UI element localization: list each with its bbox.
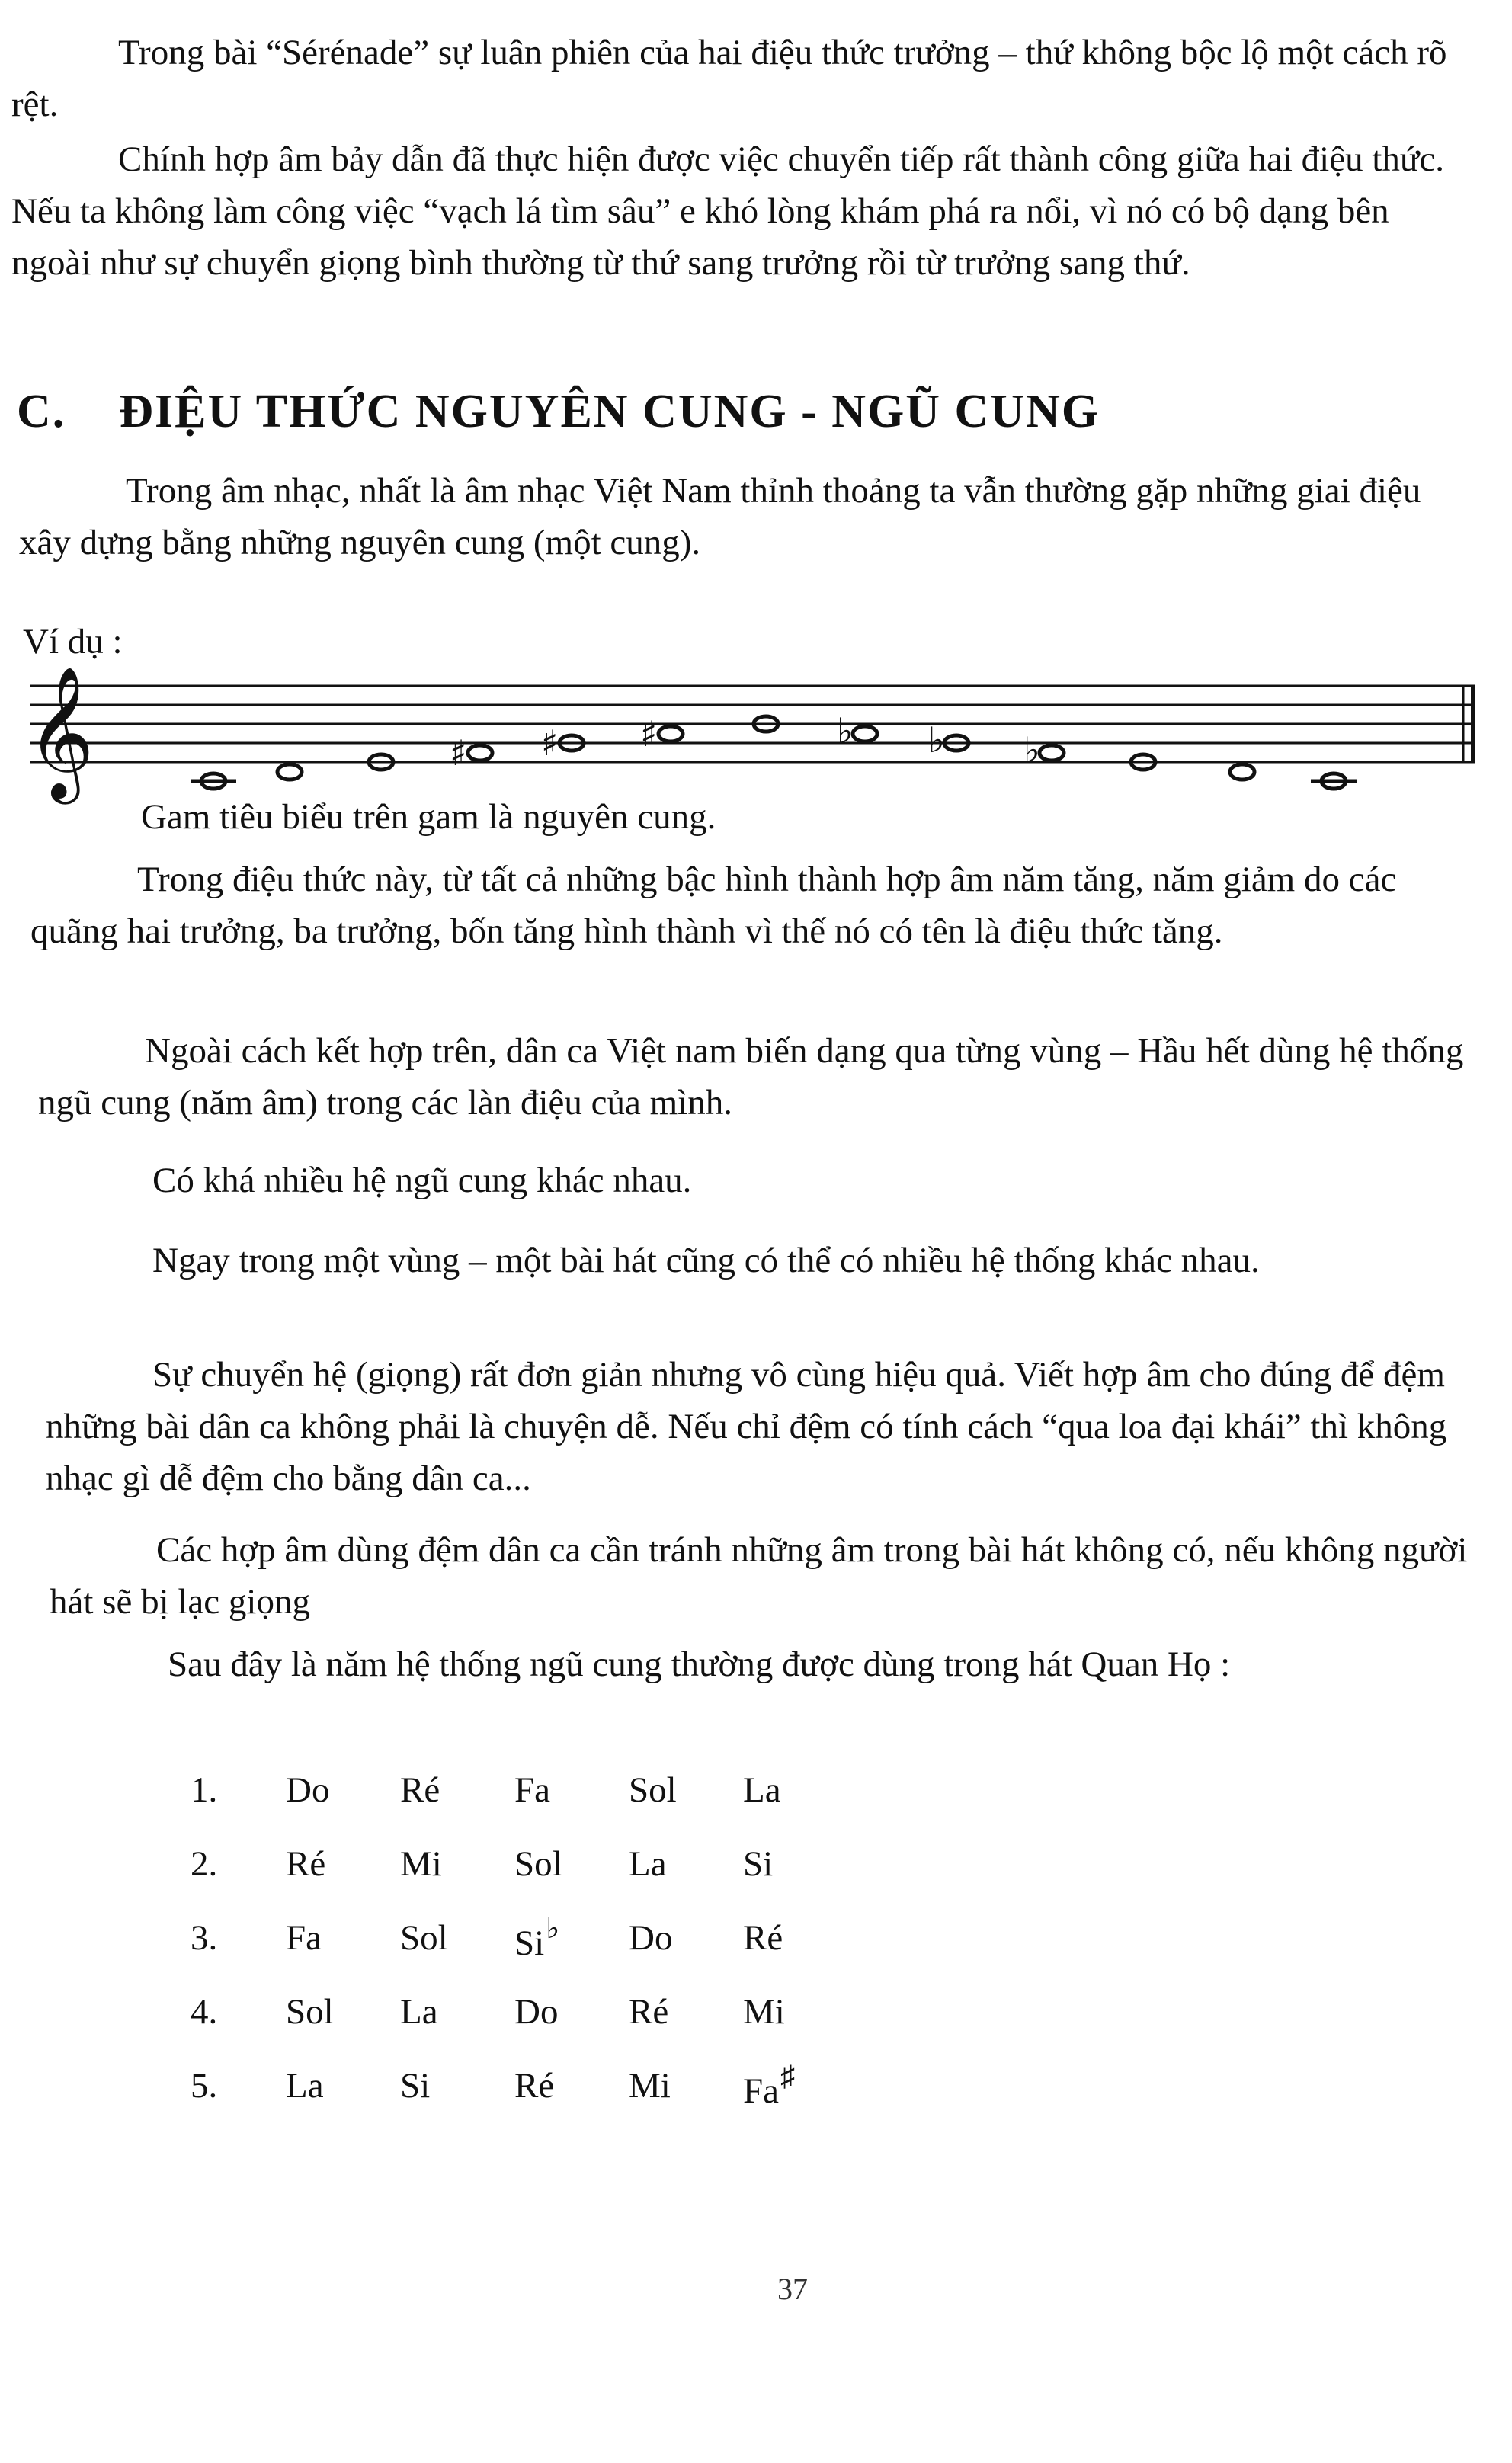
sharp-icon: ♯ bbox=[780, 2060, 795, 2093]
list-item bbox=[191, 1975, 857, 2048]
note-name: Si bbox=[400, 2065, 431, 2106]
note-name: Fa bbox=[743, 2071, 779, 2111]
note-name: Ré bbox=[400, 1770, 440, 1810]
example-label: Ví dụ : bbox=[23, 622, 123, 661]
note-name: La bbox=[629, 1843, 667, 1884]
item-number: 4. bbox=[191, 1991, 218, 2032]
flat-icon: ♭ bbox=[1023, 729, 1040, 770]
list-item bbox=[191, 1827, 857, 1901]
note-name: Sol bbox=[400, 1917, 448, 1958]
note-name: Si bbox=[514, 1923, 545, 1963]
paragraph-pentatonic: Ngoài cách kết hợp trên, dân ca Việt nam biến dạng qua từng vùng – Hầu hết dùng hệ thống ngũ cung (năm âm) trong các làn điệu của mình. bbox=[38, 1031, 1464, 1123]
whole-note bbox=[1040, 745, 1064, 761]
note-name: Sol bbox=[514, 1843, 562, 1884]
note-name: La bbox=[743, 1770, 781, 1810]
note-name: La bbox=[400, 1991, 438, 2032]
section-letter: C. bbox=[17, 386, 66, 437]
sharp-icon: ♯ bbox=[450, 732, 467, 773]
list-item bbox=[191, 1753, 857, 1827]
page-number: 37 bbox=[777, 2272, 808, 2306]
paragraph-augmented-mode: Trong điệu thức này, từ tất cả những bậc hình thành hợp âm năm tăng, năm giảm do các quãng hai trưởng, ba trưởng, bốn tăng hình thành vì thế nó có tên là điệu thức tăng. bbox=[30, 860, 1397, 952]
note-name: Fa bbox=[514, 1770, 550, 1810]
paragraph-seventh-chord: Chính hợp âm bảy dẫn đã thực hiện được việc chuyển tiếp rất thành công giữa hai điệu thức. Nếu ta không làm công việc “vạch lá tìm sâu” e khó lòng khám phá ra nổi, vì nó có bộ dạng bên ngoài như sự chuyển giọng bình thường từ thứ sang trưởng rồi từ trưởng sang thứ. bbox=[11, 139, 1444, 283]
note-name: Do bbox=[629, 1917, 673, 1958]
paragraph-many-systems: Có khá nhiều hệ ngũ cung khác nhau. bbox=[152, 1161, 692, 1200]
flat-icon: ♭ bbox=[837, 710, 854, 751]
note-name: Sol bbox=[629, 1770, 677, 1810]
note-name: Ré bbox=[514, 2065, 555, 2106]
note-name: Mi bbox=[629, 2065, 671, 2106]
paragraph-whole-tone-intro: Trong âm nhạc, nhất là âm nhạc Việt Nam thỉnh thoảng ta vẫn thường gặp những giai điệu xây dựng bằng những nguyên cung (một cung). bbox=[19, 471, 1421, 563]
whole-note bbox=[853, 726, 877, 741]
section-title: ĐIỆU THỨC NGUYÊN CUNG - NGŨ CUNG bbox=[119, 386, 1100, 437]
list-item bbox=[191, 1901, 857, 1975]
paragraph-modulation: Sự chuyển hệ (giọng) rất đơn giản nhưng vô cùng hiệu quả. Viết hợp âm cho đúng để đệm những bài dân ca không phải là chuyện dễ. Nếu chỉ đệm có tính cách “qua loa đại khái” thì không nhạc gì dễ đệm cho bằng dân ca... bbox=[46, 1355, 1447, 1499]
note-name: Ré bbox=[743, 1917, 783, 1958]
music-staff bbox=[23, 640, 1486, 808]
note-name: Fa bbox=[286, 1917, 322, 1958]
pentatonic-systems-list bbox=[191, 1753, 857, 2122]
whole-note bbox=[658, 726, 683, 741]
note-name: Si bbox=[743, 1843, 774, 1884]
note-name-with-sharp bbox=[743, 2060, 857, 2112]
paragraph-avoid-notes: Các hợp âm dùng đệm dân ca cần tránh những âm trong bài hát không có, nếu không người hát sẽ bị lạc giọng bbox=[50, 1530, 1468, 1622]
list-item bbox=[191, 2048, 857, 2122]
paragraph-serenade: Trong bài “Sérénade” sự luân phiên của hai điệu thức trưởng – thứ không bộc lộ một cách rõ rệt. bbox=[11, 33, 1447, 125]
item-number: 1. bbox=[191, 1770, 218, 1810]
flat-icon: ♭ bbox=[546, 1913, 560, 1945]
item-number: 5. bbox=[191, 2065, 218, 2106]
note-name: La bbox=[286, 2065, 324, 2106]
whole-note bbox=[468, 745, 492, 761]
sharp-icon: ♯ bbox=[541, 722, 559, 764]
section-heading bbox=[17, 385, 1100, 439]
note-name: Ré bbox=[629, 1991, 669, 2032]
whole-note bbox=[1230, 764, 1254, 780]
note-name: Mi bbox=[400, 1843, 442, 1884]
note-name-with-flat bbox=[514, 1911, 629, 1964]
treble-clef-icon: 𝄞 bbox=[27, 666, 94, 799]
note-name: Sol bbox=[286, 1991, 334, 2032]
note-name: Ré bbox=[286, 1843, 326, 1884]
staff-caption: Gam tiêu biểu trên gam là nguyên cung. bbox=[141, 797, 716, 837]
note-name: Do bbox=[286, 1770, 330, 1810]
item-number: 2. bbox=[191, 1843, 218, 1884]
sharp-icon: ♯ bbox=[640, 713, 658, 754]
whole-note bbox=[277, 764, 302, 780]
note-name: Do bbox=[514, 1991, 559, 2032]
flat-icon: ♭ bbox=[928, 719, 945, 761]
note-name: Mi bbox=[743, 1991, 785, 2032]
paragraph-quan-ho: Sau đây là năm hệ thống ngũ cung thường được dùng trong hát Quan Họ : bbox=[168, 1645, 1231, 1684]
item-number: 3. bbox=[191, 1917, 218, 1958]
paragraph-same-region: Ngay trong một vùng – một bài hát cũng có thể có nhiều hệ thống khác nhau. bbox=[152, 1241, 1260, 1280]
